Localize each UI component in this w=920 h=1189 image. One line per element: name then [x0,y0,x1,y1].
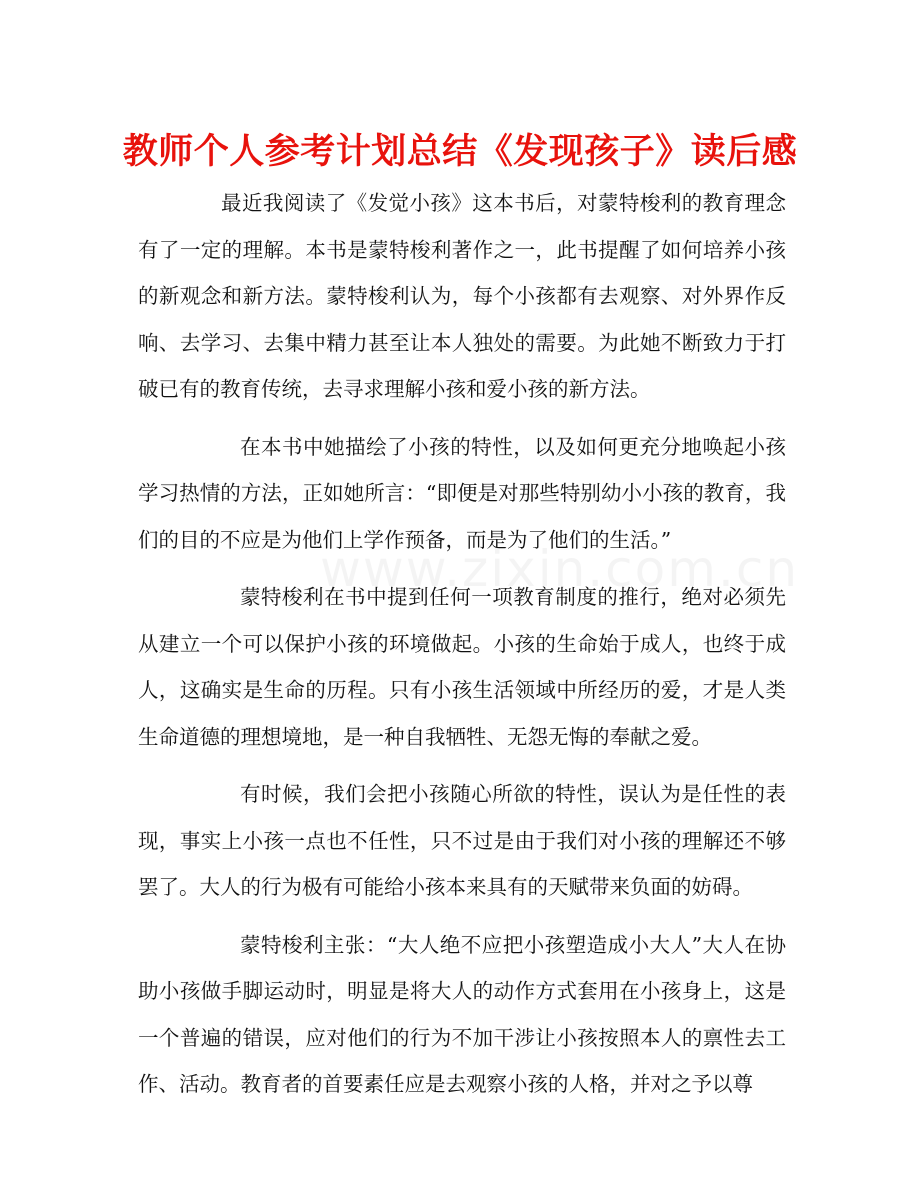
paragraph: 在本书中她描绘了小孩的特性，以及如何更充分地唤起小孩学习热情的方法，正如她所言：“即便是对那些特别幼小小孩的教育，我们的目的不应是为他们上学作预备，而是为了他们的生活。” [138,434,786,552]
paragraph: 最近我阅读了《发觉小孩》这本书后，对蒙特梭利的教育理念有了一定的理解。本书是蒙特梭利著作之一，此书提醒了如何培养小孩的新观念和新方法。蒙特梭利认为，每个小孩都有去观察、对外界作反响、去学习、去集中精力甚至让本人独处的需要。为此她不断致力于打破已有的教育传统，去寻求理解小孩和爱小孩的新方法。 [138,191,786,401]
paragraph: 有时候，我们会把小孩随心所欲的特性，误认为是任性的表现，事实上小孩一点也不任性，只不过是由于我们对小孩的理解还不够罢了。大人的行为极有可能给小孩本来具有的天赋带来负面的妨碍。 [138,782,786,899]
paragraph: 蒙特梭利在书中提到任何一项教育制度的推行，绝对必须先从建立一个可以保护小孩的环境做起。小孩的生命始于成人，也终于成人，这确实是生命的历程。只有小孩生活领域中所经历的爱，才是人类生命道德的理想境地，是一种自我牺牲、无怨无悔的奉献之爱。 [138,585,786,749]
document-body [138,180,786,1119]
document-title: 教师个人参考计划总结《发现孩子》读后感 [122,132,798,172]
paragraph: 蒙特梭利主张：“大人绝不应把小孩塑造成小大人”大人在协助小孩做手脚运动时，明显是将大人的动作方式套用在小孩身上，这是一个普遍的错误，应对他们的行为不加干涉让小孩按照本人的禀性去工作、活动。教育者的首要素任应是去观察小孩的人格，并对之予以尊 [138,932,786,1096]
